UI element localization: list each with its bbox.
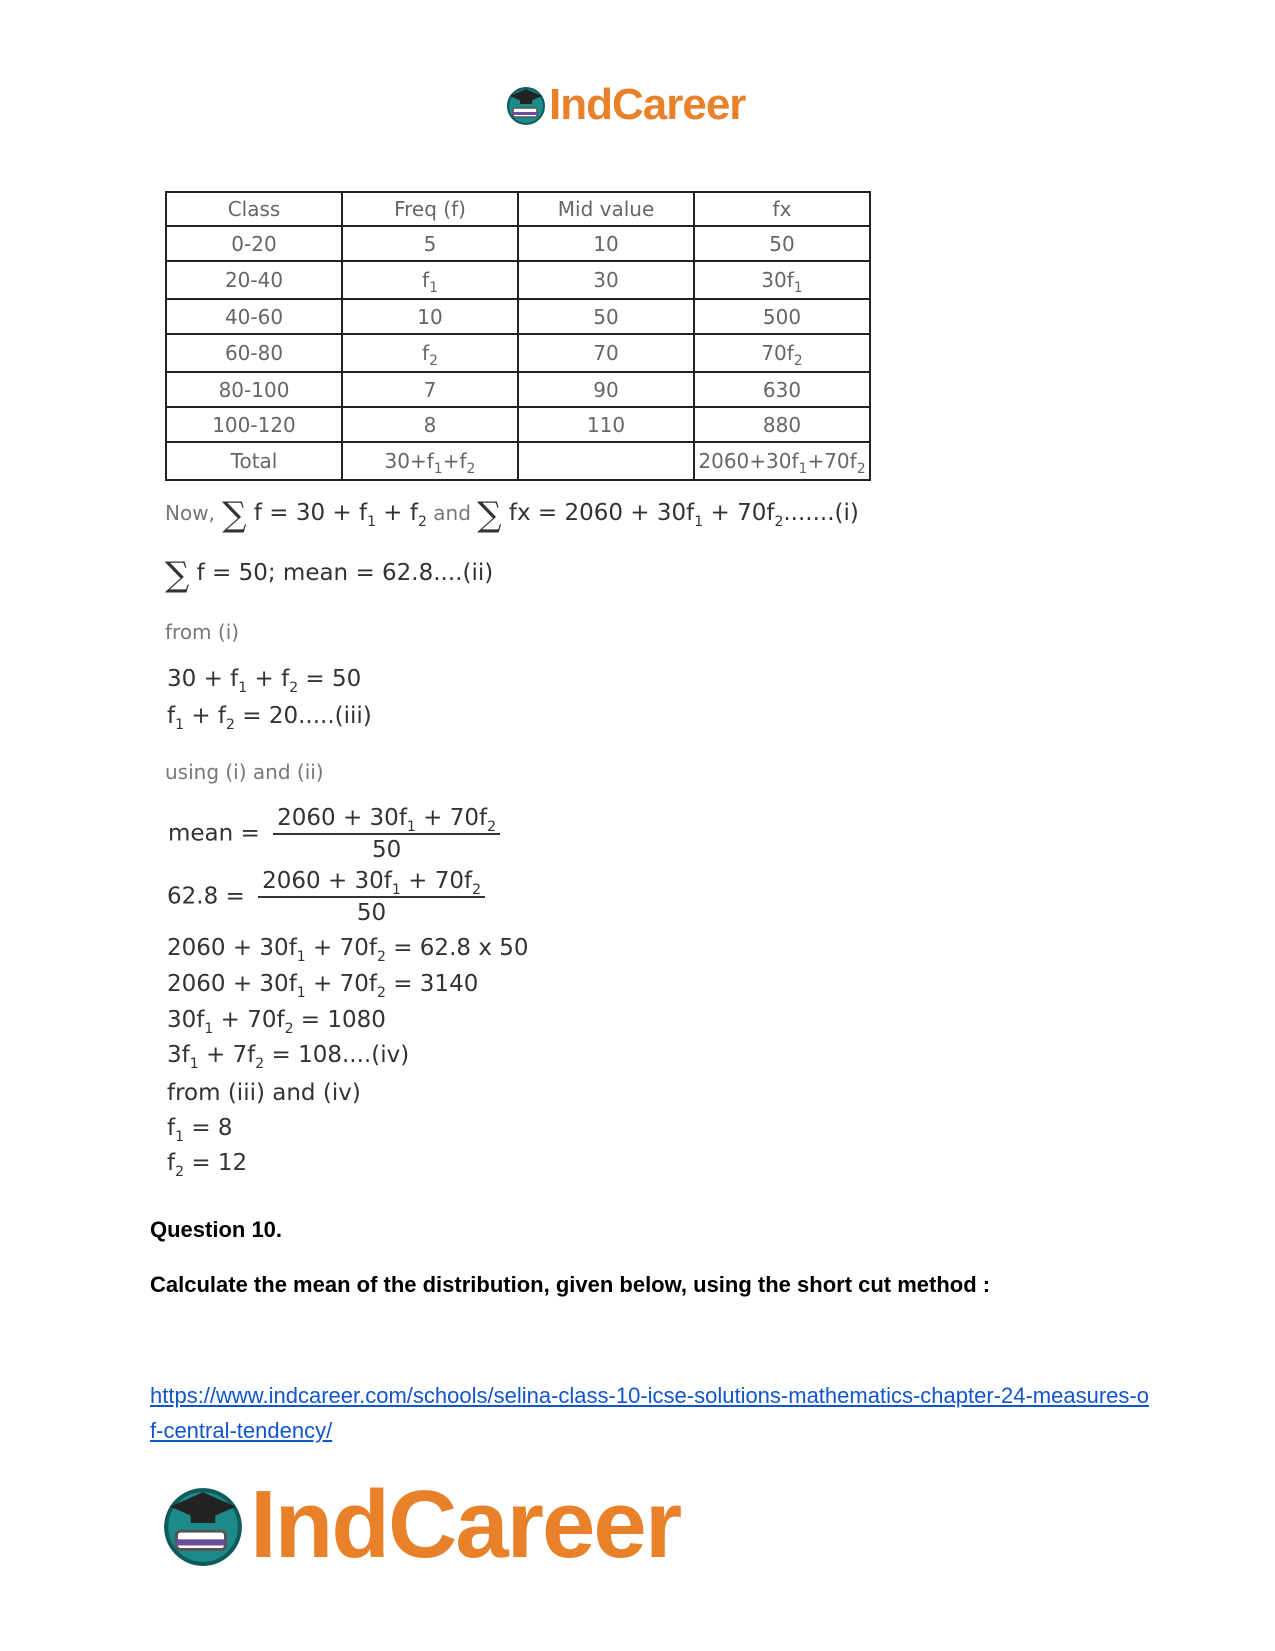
header-fx: fx (694, 192, 870, 226)
cell-class: 80-100 (166, 372, 342, 407)
equation-line: from (iii) and (iv) (167, 1080, 361, 1106)
logo-text: IndCareer (549, 80, 746, 129)
logo-text: IndCareer (250, 1471, 681, 1578)
graduation-book-globe-icon (160, 1482, 246, 1568)
cell-total-fx: $2060+30f_1+70f_2$ (694, 442, 870, 480)
cell-total-mid (518, 442, 694, 480)
from-i-label: from (i) (165, 620, 240, 644)
equation-line: $2060 + 30f_1 + 70f_2 = 3140$ (167, 971, 479, 1001)
cell-fx: 880 (694, 407, 870, 442)
mean-fraction: $\frac{2060 + 30f_1 + 70f_2}{50}$ (273, 805, 500, 863)
equation-line: $30 + f_1 + f_2 = 50$ (167, 666, 362, 696)
cell-fx: 630 (694, 372, 870, 407)
cell-mid: 50 (518, 299, 694, 334)
cell-fx: 50 (694, 226, 870, 261)
equation-line: $3f_1 + 7f_2 = 108....(iv)$ (167, 1042, 410, 1072)
cell-class: 100-120 (166, 407, 342, 442)
header-logo (505, 80, 745, 130)
table-row (166, 261, 870, 299)
header-mid-value: Mid value (518, 192, 694, 226)
equation-line: $f_1 + f_2 = 20.....(iii)$ (167, 703, 372, 733)
value-fraction: $\frac{2060 + 30f_1 + 70f_2}{50}$ (258, 868, 485, 926)
cell-freq: 7 (342, 372, 518, 407)
table-row (166, 334, 870, 372)
table-header-row (166, 192, 870, 226)
equation-line: $2060 + 30f_1 + 70f_2 = 62.8$ x 50 (167, 935, 529, 965)
cell-freq: 8 (342, 407, 518, 442)
cell-freq: $f_1$ (342, 261, 518, 299)
question-text: Calculate the mean of the distribution, given below, using the short cut method : (150, 1272, 991, 1297)
cell-freq: 10 (342, 299, 518, 334)
source-link[interactable]: https://www.indcareer.com/schools/selina-class-10-icse-solutions-mathematics-chapter-24-measures-of-central-tendency/ (150, 1383, 1149, 1443)
sum-mean-line: ∑ f = 50; mean = 62.8....(ii) (165, 555, 494, 595)
frequency-table (165, 191, 871, 481)
equation-line: $f_2 = 12$ (167, 1150, 248, 1180)
cell-total-label: Total (166, 442, 342, 480)
cell-mid: 110 (518, 407, 694, 442)
cell-freq: 5 (342, 226, 518, 261)
footer-logo (160, 1470, 680, 1580)
cell-mid: 10 (518, 226, 694, 261)
cell-class: 40-60 (166, 299, 342, 334)
cell-class: 0-20 (166, 226, 342, 261)
cell-class: 60-80 (166, 334, 342, 372)
cell-fx: $30f_1$ (694, 261, 870, 299)
cell-mid: 30 (518, 261, 694, 299)
cell-total-freq: $30+f_1+f_2$ (342, 442, 518, 480)
sum-equation-line: Now, ∑ $f = 30 + f_1 + f_2$ and ∑ fx = $2060 + 30f_1 + 70f_2.......(i)$ (165, 495, 859, 535)
cell-mid: 90 (518, 372, 694, 407)
sigma-icon: ∑ (165, 555, 190, 595)
header-freq: Freq (f) (342, 192, 518, 226)
equation-line: $f_1 = 8$ (167, 1115, 233, 1145)
value-fraction-line: 62.8 = $\frac{2060 + 30f_1 + 70f_2}{50}$ (167, 868, 485, 926)
table-total-row (166, 442, 870, 480)
table-row (166, 372, 870, 407)
mean-fraction-line: mean = $\frac{2060 + 30f_1 + 70f_2}{50}$ (168, 805, 500, 863)
graduation-book-globe-icon (505, 84, 547, 126)
sigma-icon: ∑ (477, 495, 502, 535)
table-row (166, 299, 870, 334)
cell-mid: 70 (518, 334, 694, 372)
cell-freq: $f_2$ (342, 334, 518, 372)
cell-fx: $70f_2$ (694, 334, 870, 372)
table-row (166, 226, 870, 261)
question-title: Question 10. (150, 1217, 283, 1242)
equation-line: $30f_1 + 70f_2 = 1080$ (167, 1007, 386, 1037)
sigma-icon: ∑ (222, 495, 247, 535)
table-row (166, 407, 870, 442)
using-label: using (i) and (ii) (165, 760, 324, 784)
cell-class: 20-40 (166, 261, 342, 299)
header-class: Class (166, 192, 342, 226)
cell-fx: 500 (694, 299, 870, 334)
